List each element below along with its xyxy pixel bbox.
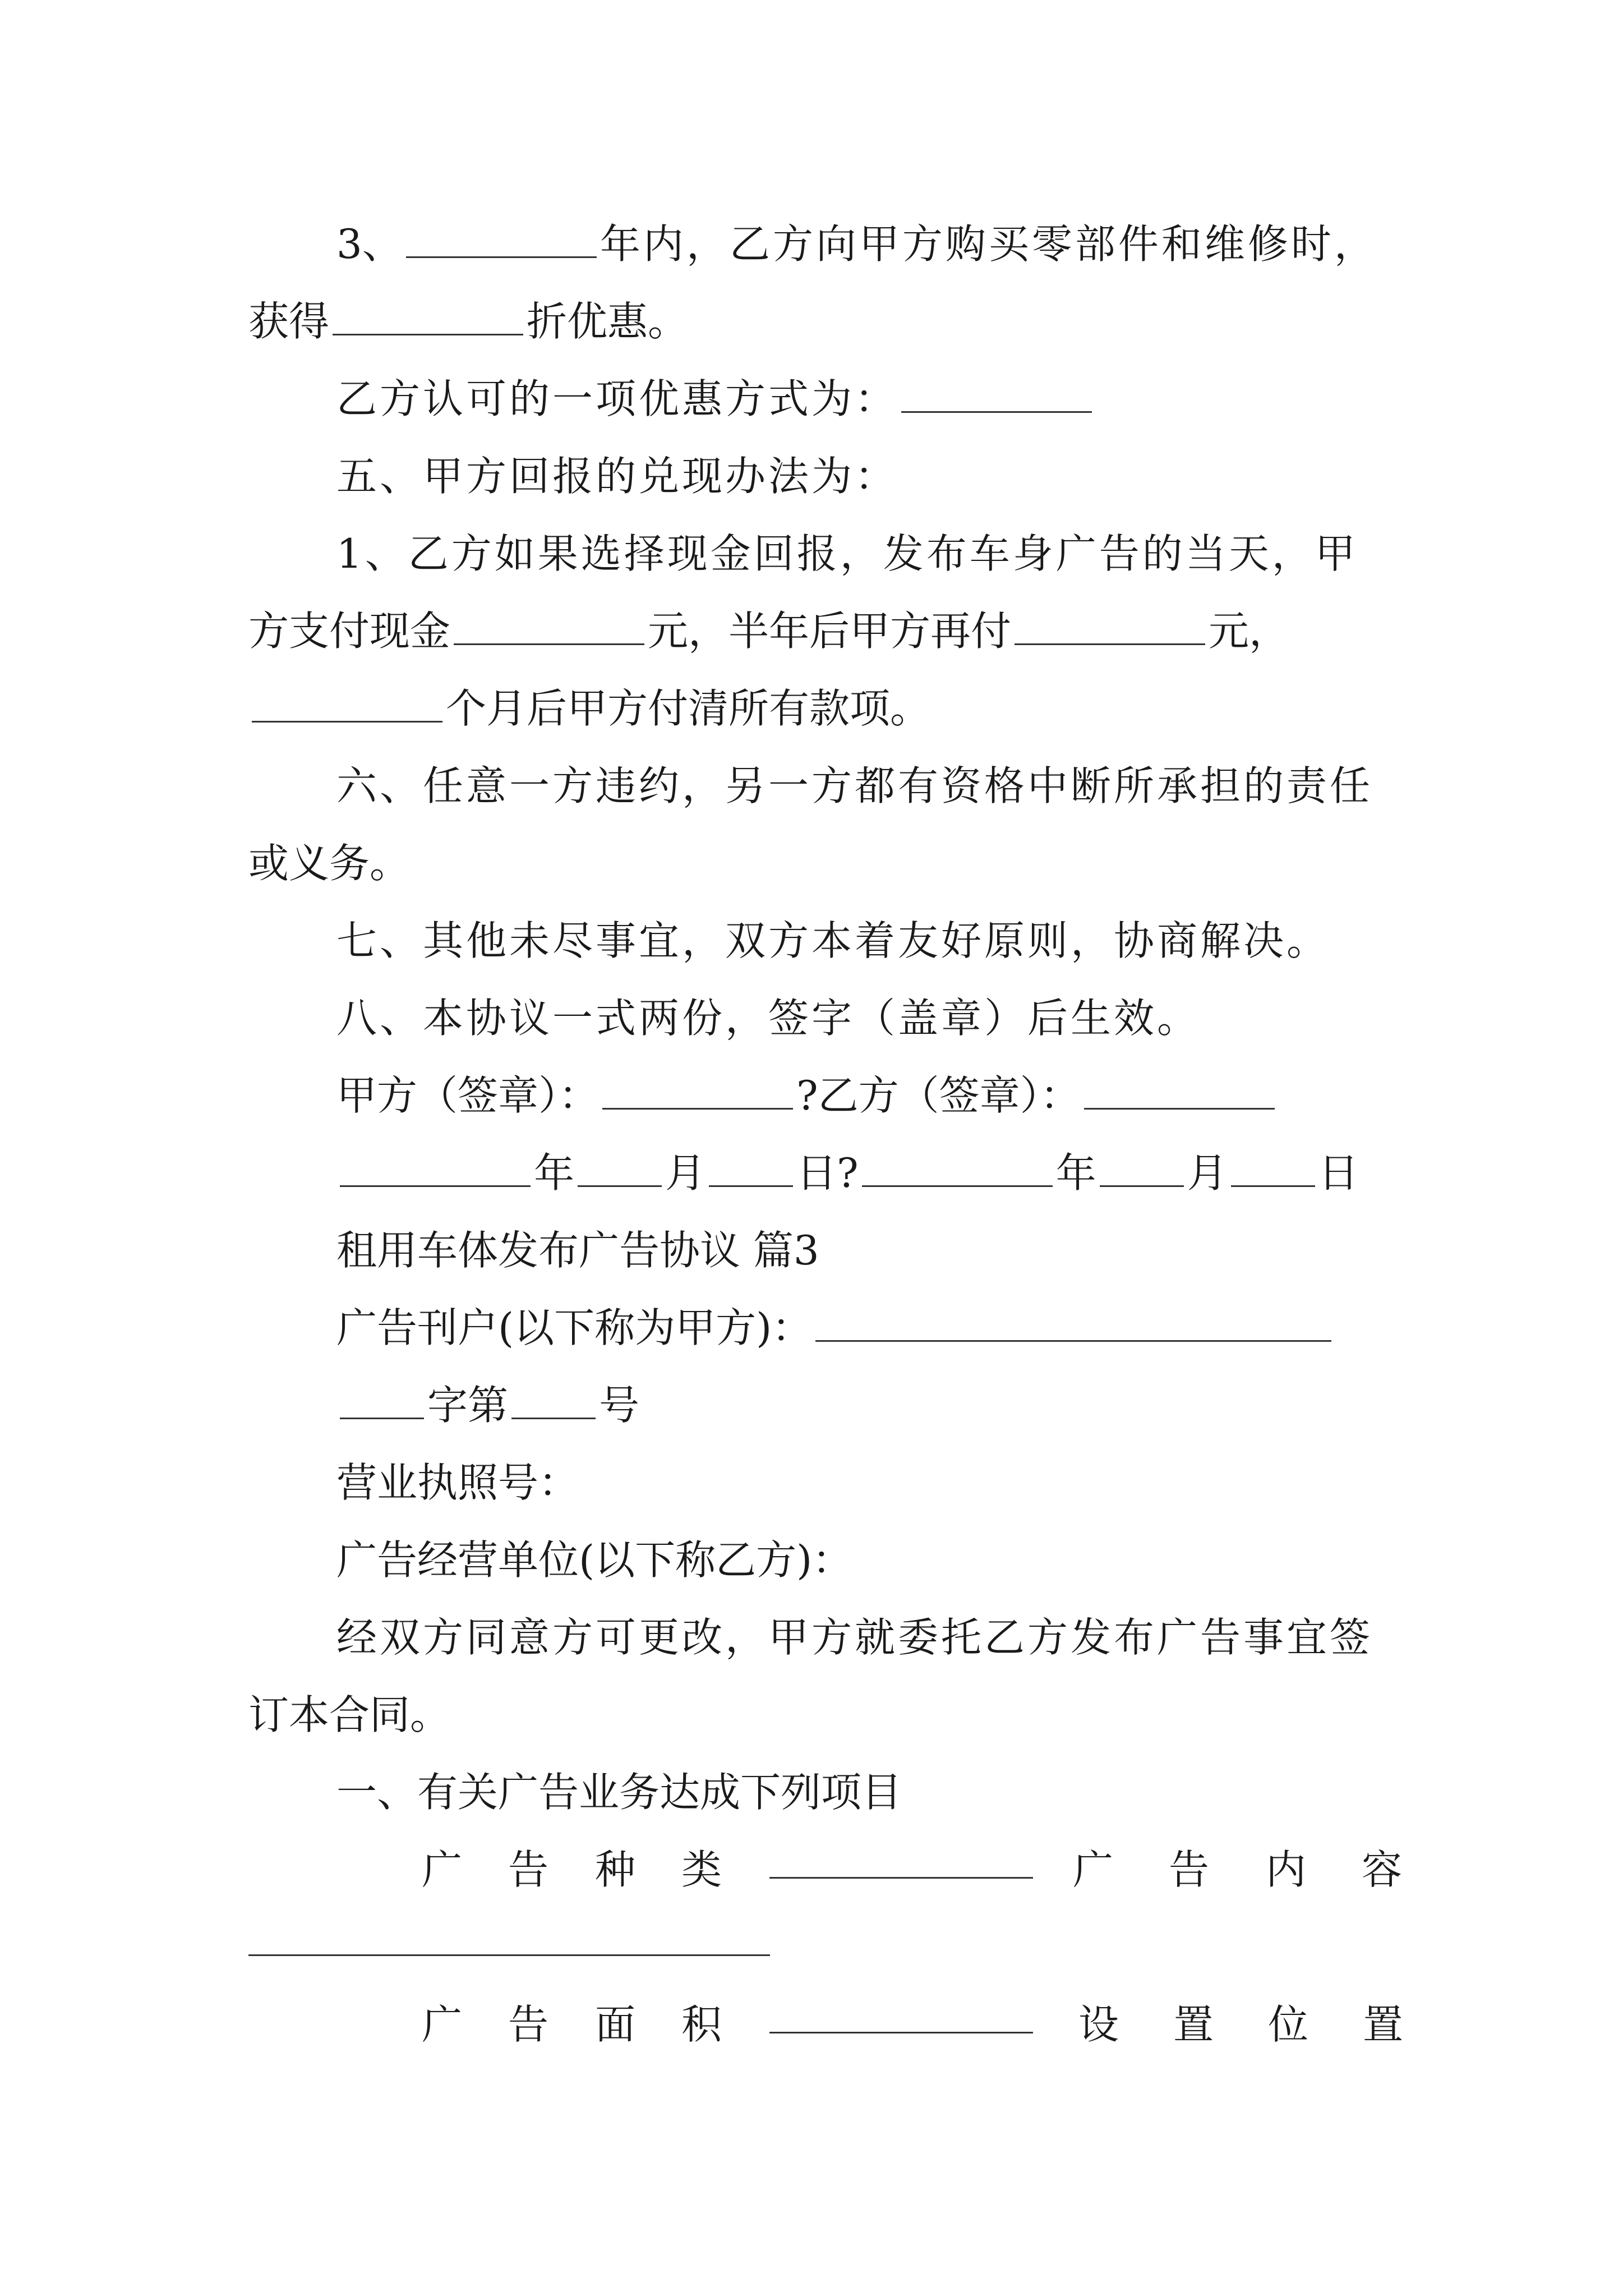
ad-area-char-1: 广 — [422, 2001, 463, 2048]
year-label-a: 年 — [534, 1149, 575, 1197]
months-text: 个月后甲方付清所有款项。 — [446, 685, 931, 732]
blank-discount — [333, 300, 523, 335]
blank-party-b-signature — [1084, 1074, 1275, 1110]
half-year-text: 元，半年后甲方再付 — [648, 608, 1012, 655]
location-char-1: 设 — [1078, 2001, 1119, 2048]
obtain-text: 获得 — [248, 298, 330, 345]
ad-content-char-2: 告 — [1169, 1846, 1210, 1893]
blank-month-b — [1100, 1152, 1184, 1187]
consent-line-1 — [0, 1607, 1623, 1668]
section-7-text: 七、其他未尽事宜，双方本着友好原则，协商解决。 — [336, 917, 1330, 964]
blank-number — [511, 1384, 596, 1419]
blank-months — [252, 687, 442, 723]
blank-advertiser — [815, 1306, 1331, 1342]
agreement-heading — [0, 1220, 1623, 1281]
month-label-b: 月 — [1187, 1149, 1228, 1197]
clause-3-text: 年内，乙方向甲方购买零部件和维修时， — [600, 220, 1377, 268]
ad-type-content-line — [0, 1839, 1623, 1901]
license-line — [0, 1452, 1623, 1513]
business-license-label: 营业执照号： — [336, 1459, 579, 1506]
section-8 — [0, 987, 1623, 1049]
section-1-text: 一、有关广告业务达成下列项目 — [336, 1769, 902, 1816]
section-6-text: 六、任意一方违约，另一方都有资格中断所承担的责任 — [336, 762, 1373, 809]
section-6-text-cont: 或义务。 — [248, 840, 411, 887]
section-5-heading — [0, 445, 1623, 507]
yuan-text: 元， — [1209, 608, 1290, 655]
month-label-a: 月 — [665, 1149, 706, 1197]
party-b-signature-label: ?乙方（签章）： — [796, 1072, 1081, 1119]
day-label-b: 日 — [1318, 1149, 1359, 1197]
ad-area-char-2: 告 — [508, 2001, 549, 2048]
advertiser-label: 广告刊户(以下称为甲方)： — [336, 1304, 813, 1351]
pay-cash-text: 方支付现金 — [248, 608, 451, 655]
blank-preferred-method — [901, 378, 1092, 413]
blank-party-a-signature — [602, 1074, 793, 1110]
blank-day-b — [1231, 1152, 1315, 1187]
ad-content-char-3: 内 — [1266, 1846, 1307, 1893]
ad-content-char-1: 广 — [1073, 1846, 1114, 1893]
location-char-2: 置 — [1173, 2001, 1214, 2048]
document-number-line — [0, 1374, 1623, 1436]
blank-ad-type — [769, 1877, 1033, 1879]
location-char-4: 置 — [1363, 2001, 1404, 2048]
clause-3-line-2 — [0, 291, 1623, 352]
ad-type-char-1: 广 — [422, 1846, 463, 1893]
section-6-line-2 — [0, 832, 1623, 894]
consent-line-2 — [0, 1684, 1623, 1746]
blank-second-amount — [1015, 610, 1205, 645]
day-label-a: 日? — [796, 1149, 859, 1197]
blank-year-b — [862, 1152, 1053, 1187]
ad-type-char-4: 类 — [681, 1846, 722, 1893]
item-1-line-3 — [0, 678, 1623, 739]
ad-type-char-2: 告 — [508, 1846, 549, 1893]
item-1-line-2 — [0, 600, 1623, 662]
consent-text: 经双方同意方可更改，甲方就委托乙方发布广告事宜签 — [336, 1614, 1373, 1661]
consent-text-cont: 订本合同。 — [248, 1691, 451, 1738]
agency-line — [0, 1529, 1623, 1591]
year-label-b: 年 — [1055, 1149, 1096, 1197]
signature-line — [0, 1065, 1623, 1126]
ad-area-location-line — [0, 1994, 1623, 2055]
agreement-title: 租用车体发布广告协议 篇3 — [336, 1227, 819, 1274]
preferred-method-line — [0, 368, 1623, 430]
clause-3-number: 3、 — [336, 220, 403, 268]
discount-text: 折优惠。 — [527, 298, 689, 345]
advertiser-line — [0, 1297, 1623, 1359]
number-label: 号 — [599, 1382, 640, 1429]
ad-content-char-4: 容 — [1362, 1846, 1403, 1893]
section-5-text: 五、甲方回报的兑现办法为： — [336, 453, 898, 500]
location-char-3: 位 — [1268, 2001, 1309, 2048]
blank-word-prefix — [340, 1384, 424, 1419]
ad-area-char-3: 面 — [595, 2001, 636, 2048]
item-1-text: 1、乙方如果选择现金回报，发布车身广告的当天，甲 — [336, 530, 1358, 577]
section-8-text: 八、本协议一式两份，签字（盖章）后生效。 — [336, 995, 1201, 1042]
item-1-line-1 — [0, 523, 1623, 585]
blank-years — [406, 223, 597, 258]
ad-agency-label: 广告经营单位(以下称乙方)： — [336, 1536, 853, 1584]
section-1-heading — [0, 1761, 1623, 1823]
section-7 — [0, 910, 1623, 972]
word-no-label: 字第 — [427, 1382, 509, 1429]
clause-3-line-1 — [0, 213, 1623, 275]
blank-day-a — [709, 1152, 793, 1187]
blank-month-a — [578, 1152, 662, 1187]
ad-area-char-4: 积 — [681, 2001, 722, 2048]
blank-ad-content — [248, 1954, 770, 1956]
preferred-method-text: 乙方认可的一项优惠方式为： — [336, 375, 898, 422]
party-a-signature-label: 甲方（签章）： — [336, 1072, 600, 1119]
blank-cash-amount — [454, 610, 644, 645]
section-6-line-1 — [0, 755, 1623, 817]
date-line — [0, 1142, 1623, 1204]
blank-ad-area — [769, 2032, 1033, 2033]
blank-year-a — [340, 1152, 531, 1187]
ad-type-char-3: 种 — [595, 1846, 636, 1893]
